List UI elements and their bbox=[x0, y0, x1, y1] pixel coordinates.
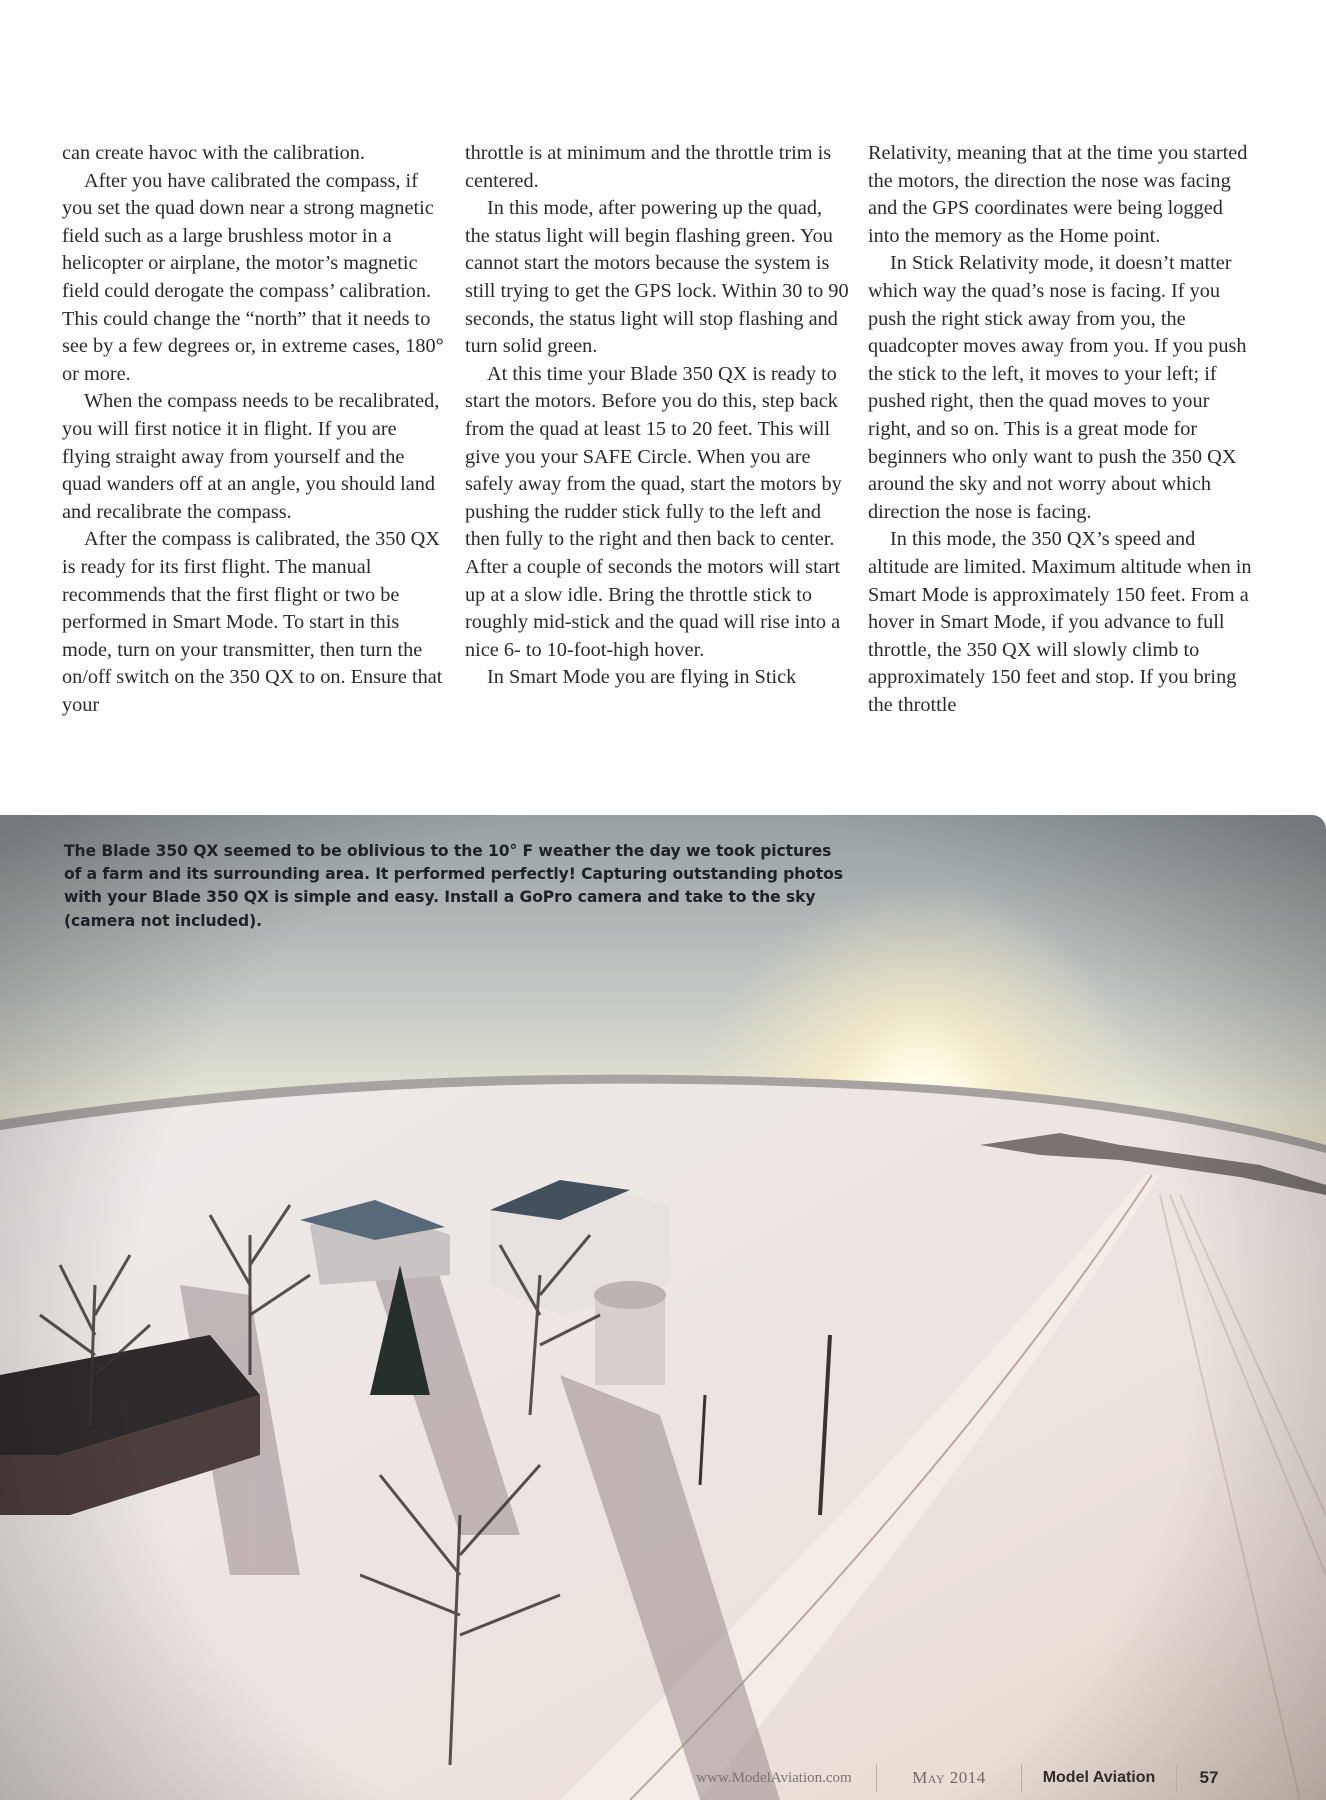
article-body bbox=[62, 140, 1252, 780]
paragraph: In this mode, the 350 QX’s speed and altitude are limited. Maximum altitude when in Smart Mode is approximately 150 feet. From a hover in Smart Mode, if you advance to full throttle, the 350 QX will slowly climb to approximately 150 feet and stop. If you bring the throttle bbox=[868, 528, 1252, 716]
text-column-3 bbox=[868, 140, 1253, 719]
caption-text: The Blade 350 QX seemed to be oblivious to the 10° F weather the day we took pictures of a farm and its surrounding area. It performed perfectly! Capturing outstanding photos with your Blade 350 QX is simple and easy. Install a GoPro camera and take to the sky (camera not included). bbox=[64, 842, 843, 930]
paragraph: In Smart Mode you are flying in Stick bbox=[487, 666, 797, 689]
text-column-1 bbox=[62, 140, 447, 719]
page-number: 57 bbox=[1199, 1768, 1219, 1787]
paragraph: In this mode, after powering up the quad, the status light will begin flashing green. You cannot start the motors because the system is still trying to get the GPS lock. Within 30 to 90 seconds, the status light will stop flashing and turn solid green. bbox=[465, 197, 849, 358]
footer-magazine-name: Model Aviation bbox=[1022, 1764, 1177, 1792]
aerial-farm-photo bbox=[0, 815, 1326, 1800]
paragraph: throttle is at minimum and the throttle trim is centered. bbox=[465, 142, 832, 192]
paragraph: can create havoc with the calibration. bbox=[62, 142, 365, 164]
paragraph: In Stick Relativity mode, it doesn’t matter which way the quad’s nose is facing. If you push the right stick away from you, the quadcopter moves away from you. If you push the stick to the left, it moves to your left; if pushed right, then the quad moves to your right, and so on. This is a great mode for beginners who only want to push the 350 QX around the sky and not worry about which direction the nose is facing. bbox=[868, 252, 1247, 523]
paragraph: After you have calibrated the compass, if you set the quad down near a strong magnetic field such as a large brushless motor in a helicopter or airplane, the motor’s magnetic field could derogate the compass’ calibration. This could change the “north” that it needs to see by a few degrees or, in extreme cases, 180° or more. bbox=[62, 169, 444, 385]
text-column-2 bbox=[465, 140, 850, 692]
page-footer bbox=[672, 1762, 1247, 1794]
paragraph: When the compass needs to be recalibrated, you will first notice it in flight. If you are flying straight away from yourself and the quad wanders off at an angle, you should land and recalibrate the compass. bbox=[62, 390, 440, 523]
footer-date: May 2014 bbox=[877, 1764, 1022, 1792]
photo-caption bbox=[64, 840, 844, 933]
paragraph: At this time your Blade 350 QX is ready to start the motors. Before you do this, step back from the quad at least 15 to 20 feet. This will give you your SAFE Circle. When you are safely away from the quad, start the motors by pushing the rudder stick fully to the left and then fully to the right and then back to center. After a couple of seconds the motors will start up at a slow idle. Bring the throttle stick to roughly mid-stick and the quad will rise into a nice 6- to 10-foot-high hover. bbox=[465, 362, 842, 661]
footer-website[interactable]: www.ModelAviation.com bbox=[672, 1764, 877, 1792]
paragraph: Relativity, meaning that at the time you started the motors, the direction the nose was facing and the GPS coordinates were being logged into the memory as the Home point. bbox=[868, 142, 1248, 247]
paragraph: After the compass is calibrated, the 350 QX is ready for its first flight. The manual recommends that the first flight or two be performed in Smart Mode. To start in this mode, turn on your transmitter, then turn the on/off switch on the 350 QX to on. Ensure that your bbox=[62, 528, 443, 716]
